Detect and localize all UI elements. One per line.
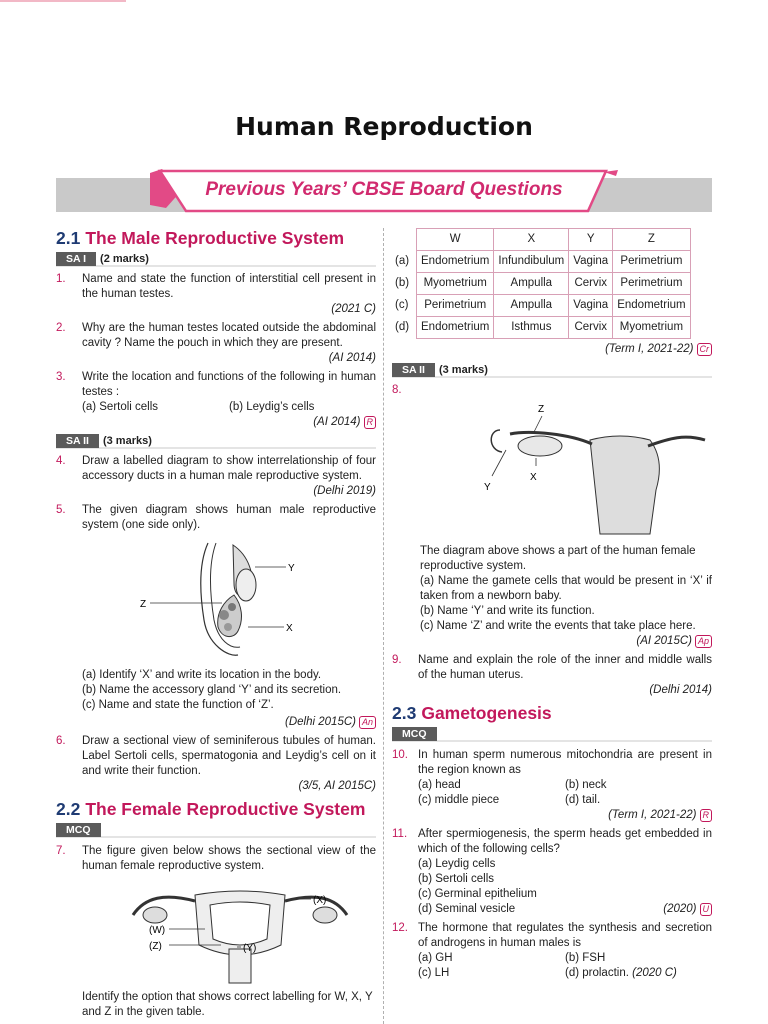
table-cell: Perimetrium: [613, 251, 690, 273]
question-9: 9. Name and explain the role of the inner and middle walls of the human uterus. (Delhi 2014): [392, 654, 712, 696]
female-reproductive-diagram: [125, 885, 365, 985]
right-column: [392, 228, 712, 402]
option-c: (c) Name and state the function of ‘Z’.: [82, 699, 274, 711]
option-c: (c) Name ‘Z’ and write the events that take place here.: [420, 620, 696, 632]
table-header-row: [417, 229, 691, 251]
sa2-tag: SA II: [392, 363, 435, 377]
left-column: [56, 227, 376, 537]
mcq-tag-bar: [56, 823, 376, 838]
diagram-label-x: (X): [313, 895, 327, 906]
section-heading-2-2: 2.2 The Female Reproductive System: [56, 799, 366, 819]
diagram-label-x: X: [286, 623, 293, 634]
option-a: (a) Identify ‘X’ and write its location in the body.: [82, 669, 322, 681]
question-text: Name and explain the role of the inner and middle walls of the human uterus.: [418, 654, 712, 681]
question-text: After spermiogenesis, the sperm heads get embedded in which of the following cells?: [418, 828, 712, 855]
option-label: (b): [395, 277, 410, 289]
left-column-lower: [56, 668, 376, 878]
sa1-tag: SA I: [56, 252, 96, 266]
labelling-table: [395, 228, 691, 339]
table-cell: (b) Myometrium: [417, 273, 494, 295]
sa2-tag-bar: [56, 434, 376, 449]
table-cell: Ampulla: [494, 273, 569, 295]
question-text: Draw a sectional view of seminiferous tubules of human. Label Sertoli cells, spermatogonia and Leydig’s cell on it and write their function.: [82, 735, 376, 777]
table-header-cell: Y: [569, 229, 613, 251]
question-2: 2. Why are the human testes located outside the abdominal cavity ? Name the pouch in which they are present. (AI 2014): [56, 322, 376, 364]
question-reference: (Delhi 2019): [313, 485, 376, 497]
table-cell: (c) Perimetrium: [417, 295, 494, 317]
question-10: 10. In human sperm numerous mitochondria are present in the region known as (a) head (b) neck (c) middle piece (d) tail. (Term I, 2021-22) R: [392, 749, 712, 821]
diagram-label-y: Y: [288, 563, 295, 574]
question-text: Write the location and functions of the following in human testes :: [82, 371, 376, 398]
banner-title: Previous Years’ CBSE Board Questions: [205, 179, 563, 200]
question-text: Name and state the function of interstitial cell present in the human testes.: [82, 273, 376, 300]
diagram-label-z: (Z): [149, 941, 162, 952]
question-reference: (AI 2014): [313, 416, 361, 428]
table-cell: Vagina: [569, 251, 613, 273]
question-reference: (Delhi 2014): [649, 684, 712, 696]
question-12: 12. The hormone that regulates the synthesis and secretion of androgens in human males is (a) GH (b) FSH (c) LH (d) prolactin. (2020 C): [392, 922, 712, 979]
question-7-tail: Identify the option that shows correct labelling for W, X, Y and Z in the given table.: [82, 991, 373, 1018]
sa2-marks: (3 marks): [102, 435, 152, 447]
table-cell: Infundibulum: [494, 251, 569, 273]
difficulty-badge: Ap: [695, 635, 712, 648]
table-cell: Cervix: [569, 273, 613, 295]
question-text: The hormone that regulates the synthesis and secretion of androgens in human males is: [418, 922, 712, 949]
mcq-tag-bar-right: [392, 727, 712, 742]
question-text: Draw a labelled diagram to show interrelationship of four accessory ducts in a human male reproductive system.: [82, 455, 376, 482]
ovary-diagram: [470, 400, 710, 540]
option-b: (b) Name ‘Y’ and write its function.: [420, 605, 595, 617]
option-label: (a): [395, 255, 410, 267]
question-4: 4. Draw a labelled diagram to show interrelationship of four accessory ducts in a human male reproductive system. (Delhi 2019): [56, 455, 376, 497]
question-reference: (AI 2015C): [636, 635, 692, 647]
difficulty-badge: R: [364, 416, 377, 429]
option-a: (a) Name the gamete cells that would be present in ‘X’ if taken from a newborn baby.: [420, 575, 712, 602]
question-text: In human sperm numerous mitochondria are present in the region known as: [418, 749, 712, 776]
question-7: 7. The figure given below shows the sectional view of the human female reproductive system.: [56, 845, 376, 872]
question-8-text: The diagram above shows a part of the human female reproductive system.: [420, 545, 696, 572]
diagram-label-y: Y: [484, 482, 491, 493]
sa2-marks: (3 marks): [438, 364, 488, 376]
question-reference: (Delhi 2015C): [285, 716, 356, 728]
table-cell: Ampulla: [494, 295, 569, 317]
difficulty-badge: R: [700, 809, 713, 822]
difficulty-badge: Cr: [697, 343, 713, 356]
table-row: [417, 295, 691, 317]
diagram-label-w: (W): [149, 925, 166, 936]
sa2-tag: SA II: [56, 434, 99, 448]
sa1-marks: (2 marks): [100, 253, 149, 265]
sa1-tag-bar: [56, 252, 376, 267]
table-cell: Perimetrium: [613, 273, 690, 295]
diagram-label-x: X: [530, 472, 537, 483]
page-title: Human Reproduction: [235, 112, 533, 141]
section-heading-2-1: 2.1 The Male Reproductive System: [56, 228, 345, 248]
question-reference: (2020): [663, 903, 697, 915]
sa2-tag-bar-right: [392, 363, 712, 378]
question-reference: (Term I, 2021-22): [608, 809, 697, 821]
question-text: Why are the human testes located outside the abdominal cavity ? Name the pouch in which they are present.: [82, 322, 376, 349]
section-heading-2-3: 2.3 Gametogenesis: [392, 703, 552, 723]
table-cell: (a) Endometrium: [417, 251, 494, 273]
question-3: 3. Write the location and functions of the following in human testes : (a) Sertoli cells (b) Leydig’s cells (AI 2014) R: [56, 371, 376, 428]
column-divider: [383, 228, 384, 1024]
table-header-cell: Z: [613, 229, 690, 251]
right-column-lower: [392, 544, 712, 985]
diagram-label-z: Z: [538, 404, 545, 415]
question-reference: (2021 C): [331, 303, 376, 315]
question-reference: (3/5, AI 2015C): [298, 780, 376, 792]
question-8: 8.: [392, 384, 402, 396]
table-cell: (d) Endometrium: [417, 317, 494, 339]
table-cell: Isthmus: [494, 317, 569, 339]
table-cell: Endometrium: [613, 295, 690, 317]
table-cell: Myometrium: [613, 317, 690, 339]
question-6: 6. Draw a sectional view of seminiferous tubules of human. Label Sertoli cells, spermatogonia and Leydig’s cell on it and write their function. (3/5, AI 2015C): [56, 735, 376, 792]
mcq-tag: MCQ: [56, 823, 101, 837]
mcq-tag: MCQ: [392, 727, 437, 741]
table-row: [417, 273, 691, 295]
option-label: (d): [395, 321, 410, 333]
question-reference: (AI 2014): [328, 352, 376, 364]
table-header-cell: W: [417, 229, 494, 251]
difficulty-badge: U: [700, 903, 713, 916]
table-row: [417, 317, 691, 339]
question-1: 1. Name and state the function of interstitial cell present in the human testes. (2021 C): [56, 273, 376, 315]
table-header-cell: X: [494, 229, 569, 251]
table-row: [417, 251, 691, 273]
difficulty-badge: An: [359, 716, 376, 729]
options-row: (a) Sertoli cells (b) Leydig’s cells: [82, 401, 315, 413]
diagram-label-z: Z: [140, 599, 147, 610]
question-reference: (Term I, 2021-22): [605, 343, 694, 355]
banner: [0, 0, 768, 220]
question-text: The figure given below shows the sectional view of the human female reproductive system.: [82, 845, 376, 872]
male-reproductive-diagram: [138, 535, 298, 665]
diagram-label-y: (Y): [243, 943, 257, 954]
question-5: 5. The given diagram shows human male reproductive system (one side only).: [56, 504, 376, 531]
question-reference: (2020 C): [632, 967, 677, 979]
table-cell: Cervix: [569, 317, 613, 339]
table-cell: Vagina: [569, 295, 613, 317]
question-11: 11. After spermiogenesis, the sperm heads get embedded in which of the following cells? (a) Leydig cells (b) Sertoli cells (c) Germinal epithelium (d) Seminal vesicle (2020) U: [392, 828, 712, 915]
option-b: (b) Name the accessory gland ‘Y’ and its secretion.: [82, 684, 342, 696]
option-label: (c): [395, 299, 409, 311]
question-text: The given diagram shows human male reproductive system (one side only).: [82, 504, 376, 531]
